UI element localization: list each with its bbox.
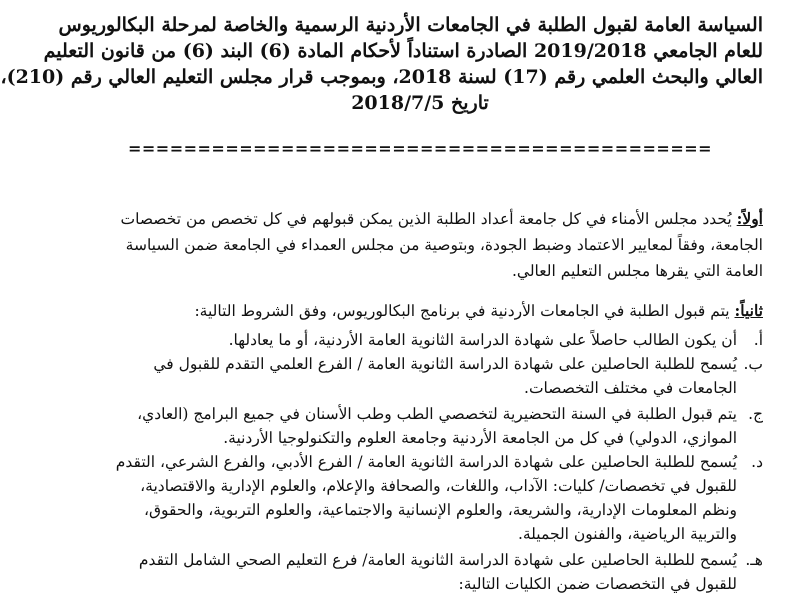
item-text: الموازي، الدولي) في كل من الجامعة الأردنية وجامعة العلوم والتكنولوجيا الأردنية. (223, 429, 737, 447)
section-second-intro (73, 298, 763, 324)
item-marker: هـ. (745, 551, 763, 569)
separator-line: ========================================== (127, 139, 713, 158)
item-marker: أ. (753, 331, 763, 349)
condition-item-c (73, 402, 763, 450)
item-text: والتربية الرياضية، والفنون الجميلة. (517, 525, 737, 543)
item-text: يتم قبول الطلبة في السنة التحضيرية لتخصصي الطب وطب الأسنان في جميع البرامج (العادي، (137, 405, 737, 423)
item-marker: ب. (743, 355, 763, 373)
section-second-intro-text: يتم قبول الطلبة في الجامعات الأردنية في برنامج البكالوريوس، وفق الشروط التالية: (194, 302, 735, 320)
item-text: يُسمح للطلبة الحاصلين على شهادة الدراسة الثانوية العامة / الفرع العلمي التقدم للقبول في (153, 355, 737, 373)
title-line: السياسة العامة لقبول الطلبة في الجامعات الأردنية الرسمية والخاصة لمرحلة البكالوريوس (58, 14, 763, 36)
section-first (73, 206, 763, 284)
section-first-line: العامة التي يقرها مجلس التعليم العالي. (511, 262, 763, 280)
item-text: للقبول في التخصصات ضمن الكليات التالية: (458, 575, 737, 593)
item-text: ونظم المعلومات الإدارية، والشريعة، والعلوم الإنسانية والاجتماعية، والعلوم التربوية، والحقوق، (143, 501, 737, 519)
condition-item-e (73, 548, 763, 596)
section-second-intro-line (73, 298, 763, 324)
section-first-line (73, 206, 763, 232)
item-text: الجامعات في مختلف التخصصات. (524, 379, 737, 397)
item-text: يُسمح للطلبة الحاصلين على شهادة الدراسة الثانوية العامة/ فرع التعليم الصحي الشامل التقدم (138, 551, 737, 569)
section-first-line: الجامعة، وفقاً لمعايير الاعتماد وضبط الجودة، وبتوصية من مجلس العمداء في الجامعة ضمن السياسة (125, 236, 763, 254)
section-second-label: ثانياً: (734, 301, 763, 320)
title-line: للعام الجامعي 2019/2018 الصادرة استناداً لأحكام المادة (6) البند (6) من قانون التعليم (43, 40, 763, 62)
item-marker: ج. (748, 405, 763, 423)
item-marker: د. (751, 453, 763, 471)
condition-item-d (73, 450, 763, 546)
title-line: العالي والبحث العلمي رقم (17) لسنة 2018، وبموجب قرار مجلس التعليم العالي رقم (210)، (0, 66, 763, 88)
item-text: للقبول في تخصصات/ كليات: الآداب، واللغات، والصحافة والإعلام، والعلوم الإدارية والاقتصادية، (140, 477, 737, 495)
condition-item-a (73, 328, 763, 352)
item-text: يُسمح للطلبة الحاصلين على شهادة الدراسة الثانوية العامة / الفرع الأدبي، والفرع الشرعي، التقدم (115, 453, 737, 471)
document-title (0, 12, 763, 116)
section-first-label: أولاً: (736, 209, 763, 228)
item-text: أن يكون الطالب حاصلاً على شهادة الدراسة الثانوية العامة الأردنية، أو ما يعادلها. (228, 331, 737, 349)
condition-item-b (73, 352, 763, 400)
section-first-text: يُحدد مجلس الأمناء في كل جامعة أعداد الطلبة الذين يمكن قبولهم في كل تخصص من تخصصات (120, 210, 737, 228)
title-line: تاريخ 2018/7/5 (351, 92, 489, 114)
